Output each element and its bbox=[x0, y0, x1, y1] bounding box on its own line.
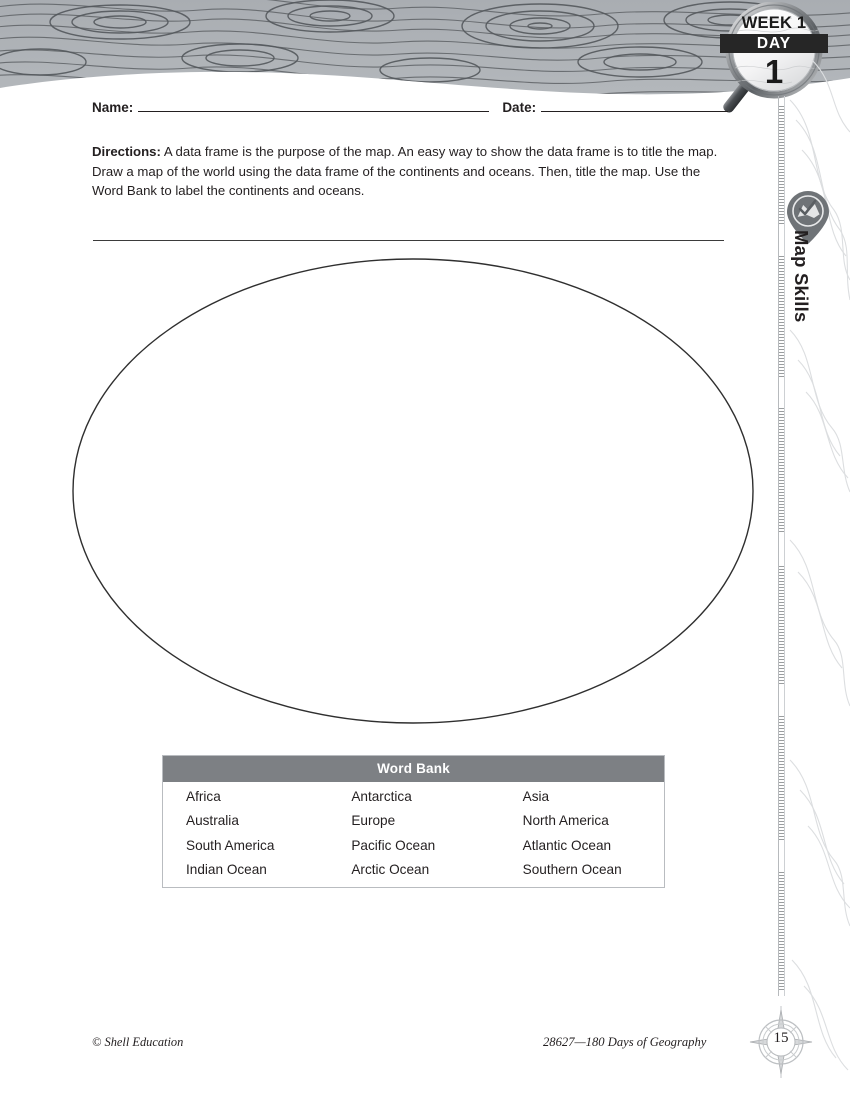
date-input[interactable] bbox=[541, 98, 728, 112]
sidebar-ruler-line-inner bbox=[784, 96, 785, 996]
word-bank-cell: South America bbox=[186, 837, 275, 853]
table-row bbox=[163, 834, 664, 858]
word-bank-cell: Pacific Ocean bbox=[351, 837, 436, 853]
word-bank-body bbox=[163, 782, 664, 887]
sidebar-topo-pattern bbox=[760, 0, 850, 1096]
badge-day-number: 1 bbox=[764, 53, 784, 90]
sidebar-ruler-ticks bbox=[779, 106, 784, 224]
word-bank-cell: Australia bbox=[186, 813, 239, 829]
map-title-line[interactable] bbox=[93, 240, 724, 241]
name-date-row bbox=[92, 98, 728, 118]
badge-day-label: DAY bbox=[720, 34, 828, 53]
footer-title: 28627—180 Days of Geography bbox=[543, 1035, 707, 1049]
sidebar-ruler-ticks bbox=[779, 872, 784, 990]
name-label: Name: bbox=[92, 100, 134, 115]
word-bank-cell: Africa bbox=[186, 789, 221, 804]
word-bank-cell: Antarctica bbox=[351, 789, 412, 804]
word-bank-cell: Europe bbox=[351, 813, 396, 829]
table-row bbox=[163, 785, 664, 809]
sidebar-ruler-ticks bbox=[779, 716, 784, 840]
sidebar-section-label: Map Skills bbox=[791, 230, 812, 323]
table-row bbox=[163, 858, 664, 882]
right-sidebar bbox=[760, 0, 850, 1096]
date-label: Date: bbox=[502, 100, 537, 115]
word-bank-cell: Arctic Ocean bbox=[351, 862, 430, 878]
word-bank-cell: Indian Ocean bbox=[186, 862, 267, 878]
directions-block bbox=[92, 142, 724, 201]
word-bank-cell: Asia bbox=[522, 789, 550, 804]
word-bank-cell: Atlantic Ocean bbox=[522, 837, 612, 853]
sidebar-ruler-line bbox=[778, 96, 779, 996]
footer-copyright: © Shell Education bbox=[92, 1035, 184, 1049]
name-input[interactable] bbox=[138, 98, 488, 112]
sidebar-ruler-ticks bbox=[779, 256, 784, 378]
sidebar-ruler-ticks bbox=[779, 566, 784, 686]
page-number: 15 bbox=[773, 1030, 789, 1046]
directions-text: A data frame is the purpose of the map. An easy way to show the data frame is to title the map. Draw a map of the world using the data frame of the continents and oceans. Then, title the map. Use the Word Bank to label the continents and oceans. bbox=[92, 144, 718, 198]
word-bank-cell: North America bbox=[522, 813, 609, 829]
table-row bbox=[163, 809, 664, 833]
word-bank-header: Word Bank bbox=[163, 756, 664, 782]
word-bank bbox=[162, 755, 665, 888]
sidebar-ruler-ticks bbox=[779, 408, 784, 534]
word-bank-cell: Southern Ocean bbox=[522, 862, 622, 878]
badge-week-label: WEEK 1 bbox=[741, 14, 807, 32]
map-drawing-oval[interactable] bbox=[68, 254, 758, 728]
directions-label: Directions: bbox=[92, 144, 161, 159]
